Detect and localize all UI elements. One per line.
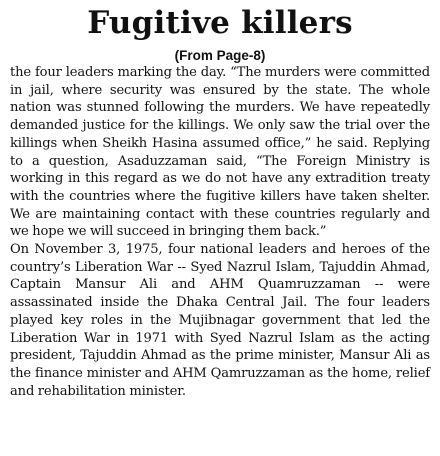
article-paragraph: On November 3, 1975, four national leaders and heroes of the country’s Liberation War -- Syed Nazrul Islam, Tajuddin Ahmad, Captain Mansur Ali and AHM Quamruzzaman -- were assassinated inside the Dhaka Central Jail. The four leaders played key roles in the Mujibnagar government that led the Liberation War in 1971 with Syed Nazrul Islam as the acting president, Tajuddin Ahmad as the prime minister, Mansur Ali as the finance minister and AHM Qamruzzaman as the home, relief and rehabilitation minister. bbox=[10, 242, 430, 399]
continued-from-label: (From Page-8) bbox=[174, 48, 266, 63]
article-body bbox=[10, 64, 430, 400]
article-headline: Fugitive killers bbox=[87, 5, 353, 41]
article-paragraph: the four leaders marking the day. “The murders were committed in jail, where security was ensured by the state. The whole nation was stunned following the murders. We have repeatedly demanded justice for the killings. We only saw the trial over the killings when Sheikh Hasina assumed office,” he said. Replying to a question, Asaduzzaman said, “The Foreign Ministry is working in this regard as we do not have any extradition treaty with the countries where the fugitive killers have taken shelter. We are maintaining contact with these countries regularly and we hope we will succeed in bringing them back.” bbox=[10, 65, 430, 240]
